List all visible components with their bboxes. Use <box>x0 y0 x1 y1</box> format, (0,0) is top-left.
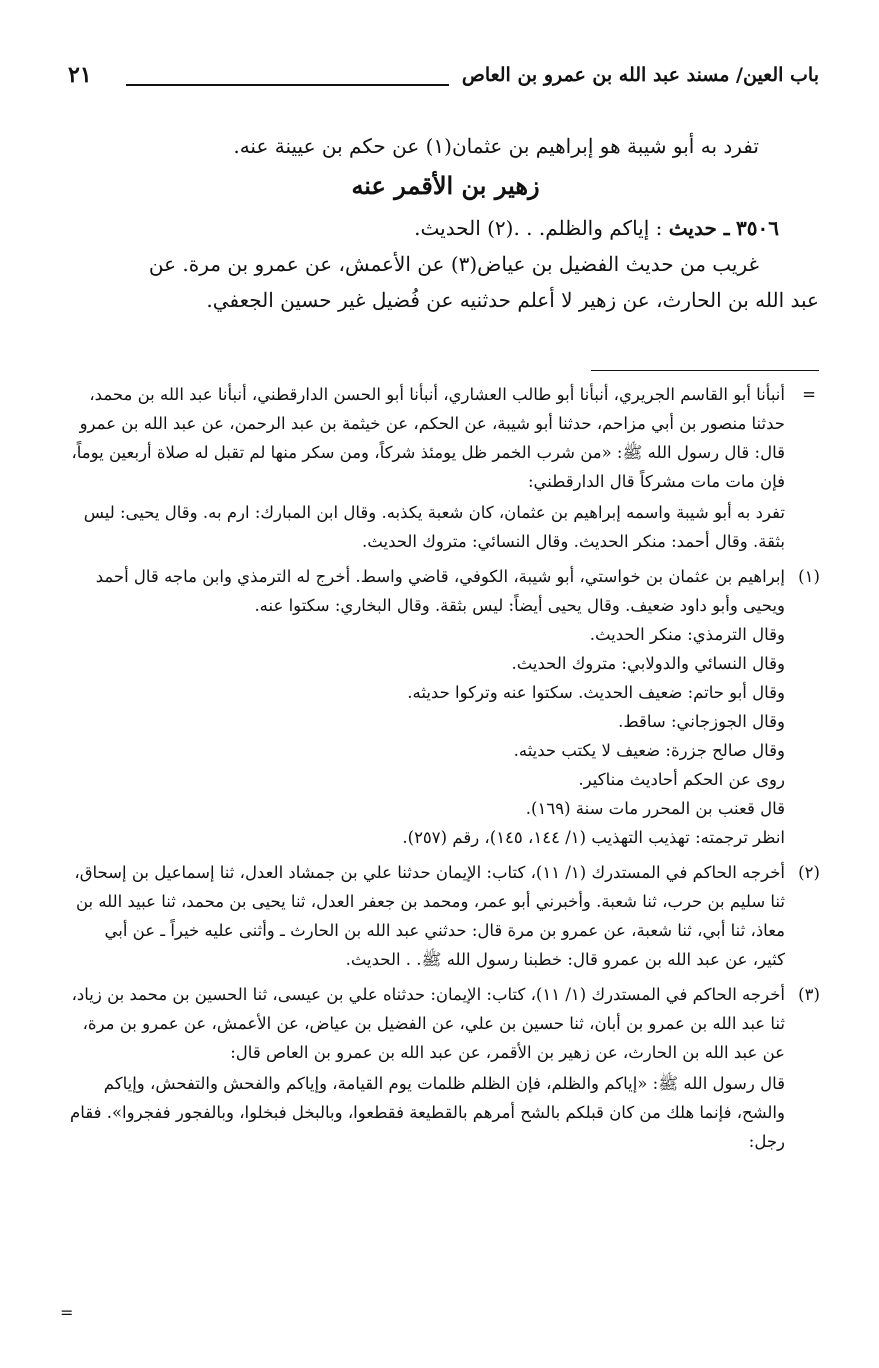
hadith-entry: ٣٥٠٦ ـ حديث : إياكم والظلم. . .(٢) الحديث. <box>414 216 779 240</box>
section-heading: زهير بن الأقمر عنه <box>351 171 540 200</box>
footnote-1 <box>70 562 827 852</box>
footnote-3-text-2: قال رسول الله ﷺ: «إياكم والظلم، فإن الظلم ظلمات يوم القيامة، وإياكم والفحش والتفحش، وإياكم والشح، فإنما هلك من كان قبلكم بالشح أمرهم بالقطيعة فقطعوا، وبالبخل فبخلوا، وبالفجور ففجروا». فقام رجل: <box>70 1074 785 1151</box>
footnote-1-line: وقال صالح جزرة: ضعيف لا يكتب حديثه. <box>513 741 785 760</box>
hadith-number: ٣٥٠٦ <box>736 216 779 240</box>
footnote-2 <box>70 858 827 974</box>
header-title: باب العين/ مسند عبد الله بن عمرو بن العاص <box>461 64 819 86</box>
body-line-2: عبد الله بن الحارث، عن زهير لا أعلم حدثنيه عن فُضيل غير حسين الجعفي. <box>206 288 819 312</box>
footnote-1-line: وقال الجوزجاني: ساقط. <box>618 712 785 731</box>
footnote-1-marker: (١) <box>798 567 820 586</box>
header-rule <box>126 84 449 86</box>
footnote-3-marker: (٣) <box>798 985 820 1004</box>
footnote-1-line: روى عن الحكم أحاديث مناكير. <box>578 770 785 789</box>
intro-paragraph: تفرد به أبو شيبة هو إبراهيم بن عثمان(١) عن حكم بن عيينة عنه. <box>233 134 759 158</box>
footnote-divider <box>591 370 819 371</box>
main-text <box>72 128 819 318</box>
footnote-1-text: إبراهيم بن عثمان بن خواستي، أبو شيبة، الكوفي، قاضي واسط. أخرج له الترمذي وابن ماجه قال أحمد ويحيى وأبو داود ضعيف. وقال يحيى أيضاً: ليس بثقة. وقال البخاري: سكتوا عنه. <box>95 567 785 615</box>
footnote-continuation <box>70 380 827 556</box>
continuation-text-2: تفرد به أبو شيبة واسمه إبراهيم بن عثمان، كان شعبة يكذبه. وقال ابن المبارك: ارم به. وقال يحيى: ليس بثقة. وقال أحمد: منكر الحديث. وقال النسائي: متروك الحديث. <box>83 503 785 551</box>
footnote-1-line: وقال أبو حاتم: ضعيف الحديث. سكتوا عنه وتركوا حديثه. <box>407 683 785 702</box>
footnote-1-line: انظر ترجمته: تهذيب التهذيب (١/ ١٤٤، ١٤٥)، رقم (٢٥٧). <box>402 828 785 847</box>
footnote-1-line: قال قعنب بن المحرر مات سنة (١٦٩). <box>525 799 785 818</box>
continuation-marker: = <box>802 385 816 404</box>
hadith-text: : إياكم والظلم. . .(٢) الحديث. <box>414 216 663 240</box>
footnote-1-line: وقال النسائي والدولابي: متروك الحديث. <box>511 654 785 673</box>
continued-marker: = <box>60 1303 74 1322</box>
footnote-2-marker: (٢) <box>798 863 820 882</box>
footnote-3-text: أخرجه الحاكم في المستدرك (١/ ١١)، كتاب: الإيمان: حدثناه علي بن عيسى، ثنا الحسين بن محمد بن زياد، ثنا عبد الله بن عمرو بن أبان، ثنا حسين بن علي، عن الفضيل بن عياض، عن الأعمش، عن عمرو بن مرة، عن عبد الله بن الحارث، عن زهير بن الأقمر، عن عبد الله بن عمرو بن العاص قال: <box>71 985 785 1062</box>
body-line-1: غريب من حديث الفضيل بن عياض(٣) عن الأعمش، عن عمرو بن مرة. عن <box>148 252 759 276</box>
continuation-text: أنبأنا أبو القاسم الجريري، أنبأنا أبو طالب العشاري، أنبأنا أبو الحسن الدارقطني، أنبأنا عبد الله بن محمد، حدثنا منصور بن أبي مزاحم، حدثنا أبو شيبة، عن الحكم، عن خيثمة بن عبد الرحمن، عن عبد الله بن عمرو قال: قال رسول الله ﷺ: «من شرب الخمر ظل يومئذ شركاً، ومن سكر منها لم تقبل له صلاة أربعين يوماً، فإن مات مات مشركاً قال الدارقطني: <box>71 385 785 491</box>
footnote-3 <box>70 980 827 1156</box>
footnote-2-text: أخرجه الحاكم في المستدرك (١/ ١١)، كتاب: الإيمان حدثنا علي بن جمشاد العدل، ثنا إسماعيل بن إسحاق، ثنا سليم بن حرب، ثنا شعبة. وأخبرني أبو عمر، ومحمد بن جعفر العدل، ثنا يحيى بن محمد، ثنا عبيد الله بن معاذ، ثنا أبي، ثنا شعبة، عن عمرو بن مرة قال: حدثني عبد الله بن الحارث ـ وأثنى عليه خيراً ـ عن أبي كثير، عن عبد الله بن عمرو قال: خطبنا رسول الله ﷺ. . الحديث. <box>74 863 785 969</box>
running-header <box>68 64 819 94</box>
footnote-1-line: وقال الترمذي: منكر الحديث. <box>589 625 785 644</box>
hadith-keyword: حديث <box>668 216 717 240</box>
footnotes <box>70 380 827 1162</box>
page-number: ٢١ <box>68 62 92 88</box>
